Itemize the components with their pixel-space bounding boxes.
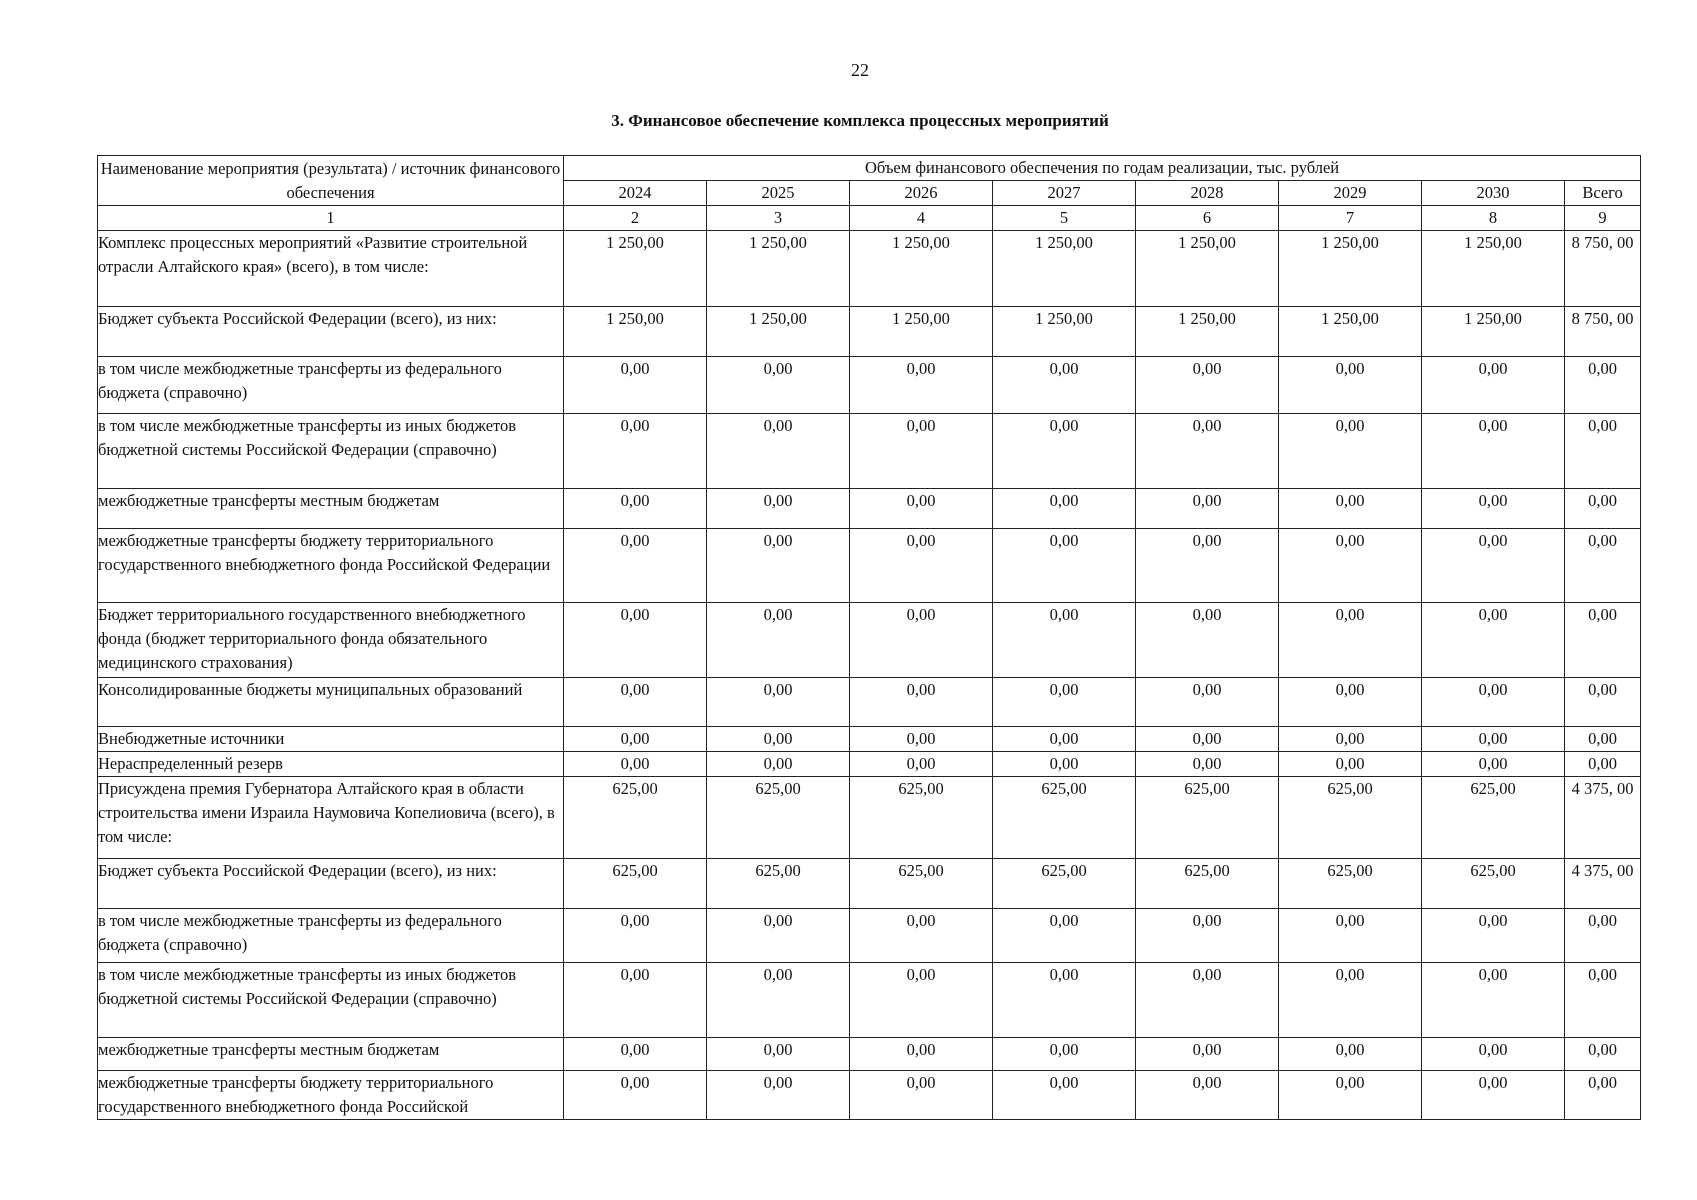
table-row (98, 777, 1641, 859)
year-value-cell: 625,00 (850, 859, 993, 909)
row-name: Бюджет территориального государственного внебюджетного фонда (бюджет территориального фонда обязательного медицинского страхования) (98, 603, 564, 678)
year-value-cell: 625,00 (1279, 777, 1422, 859)
total-value-cell: 0,00 (1565, 414, 1641, 489)
year-value-cell: 0,00 (1279, 357, 1422, 414)
year-value-cell: 0,00 (1136, 752, 1279, 777)
year-value-cell: 0,00 (1422, 727, 1565, 752)
row-name: Внебюджетные источники (98, 727, 564, 752)
row-name: в том числе межбюджетные трансферты из иных бюджетов бюджетной системы Российской Федерации (справочно) (98, 963, 564, 1038)
year-value-cell: 0,00 (1279, 1038, 1422, 1071)
row-name: Нераспределенный резерв (98, 752, 564, 777)
year-value-cell: 1 250,00 (564, 307, 707, 357)
table-row (98, 231, 1641, 307)
year-value-cell: 0,00 (1422, 357, 1565, 414)
total-value-cell: 0,00 (1565, 1038, 1641, 1071)
year-value-cell: 0,00 (707, 909, 850, 963)
year-value-cell: 0,00 (1279, 752, 1422, 777)
row-name: в том числе межбюджетные трансферты из федерального бюджета (справочно) (98, 909, 564, 963)
year-value-cell: 0,00 (1279, 909, 1422, 963)
year-value-cell: 625,00 (993, 859, 1136, 909)
year-value-cell: 0,00 (707, 489, 850, 529)
total-value-cell: 8 750, 00 (1565, 307, 1641, 357)
year-value-cell: 0,00 (1136, 1071, 1279, 1120)
year-header: 2029 (1279, 181, 1422, 206)
year-value-cell: 0,00 (707, 963, 850, 1038)
year-value-cell: 0,00 (564, 357, 707, 414)
year-value-cell: 0,00 (1279, 414, 1422, 489)
year-value-cell: 0,00 (564, 1038, 707, 1071)
year-value-cell: 625,00 (564, 777, 707, 859)
year-value-cell: 0,00 (1422, 678, 1565, 727)
year-value-cell: 0,00 (564, 489, 707, 529)
table-row (98, 859, 1641, 909)
year-value-cell: 0,00 (1422, 529, 1565, 603)
year-value-cell: 0,00 (1136, 603, 1279, 678)
year-value-cell: 0,00 (1136, 909, 1279, 963)
row-name: межбюджетные трансферты местным бюджетам (98, 1038, 564, 1071)
table-row (98, 414, 1641, 489)
year-value-cell: 0,00 (707, 357, 850, 414)
total-value-cell: 4 375, 00 (1565, 777, 1641, 859)
year-value-cell: 0,00 (993, 1038, 1136, 1071)
row-name: межбюджетные трансферты бюджету территориального государственного внебюджетного фонда Российской Федерации (98, 529, 564, 603)
column-number: 2 (564, 206, 707, 231)
year-value-cell: 0,00 (1422, 752, 1565, 777)
year-value-cell: 0,00 (564, 529, 707, 603)
year-value-cell: 0,00 (564, 752, 707, 777)
total-value-cell: 4 375, 00 (1565, 859, 1641, 909)
total-value-cell: 0,00 (1565, 489, 1641, 529)
table-row (98, 752, 1641, 777)
total-value-cell: 0,00 (1565, 603, 1641, 678)
year-value-cell: 0,00 (1422, 603, 1565, 678)
year-value-cell: 625,00 (1279, 859, 1422, 909)
year-value-cell: 0,00 (850, 678, 993, 727)
year-header: 2025 (707, 181, 850, 206)
year-value-cell: 0,00 (707, 1038, 850, 1071)
year-value-cell: 0,00 (1136, 529, 1279, 603)
total-header: Всего (1565, 181, 1641, 206)
year-value-cell: 1 250,00 (1136, 307, 1279, 357)
name-column-header: Наименование мероприятия (результата) / источник финансового обеспечения (98, 156, 564, 206)
table-row (98, 1038, 1641, 1071)
year-value-cell: 0,00 (707, 727, 850, 752)
year-value-cell: 1 250,00 (993, 231, 1136, 307)
year-header: 2028 (1136, 181, 1279, 206)
year-value-cell: 0,00 (1422, 1038, 1565, 1071)
year-value-cell: 0,00 (850, 1071, 993, 1120)
year-value-cell: 625,00 (1422, 777, 1565, 859)
row-name: Консолидированные бюджеты муниципальных образований (98, 678, 564, 727)
table-row (98, 909, 1641, 963)
year-value-cell: 0,00 (707, 414, 850, 489)
year-value-cell: 0,00 (850, 963, 993, 1038)
year-value-cell: 0,00 (993, 414, 1136, 489)
year-value-cell: 0,00 (993, 603, 1136, 678)
year-value-cell: 0,00 (1136, 678, 1279, 727)
year-value-cell: 625,00 (707, 777, 850, 859)
year-value-cell: 0,00 (564, 963, 707, 1038)
year-value-cell: 0,00 (1279, 603, 1422, 678)
table-row (98, 357, 1641, 414)
total-value-cell: 0,00 (1565, 909, 1641, 963)
total-value-cell: 0,00 (1565, 1071, 1641, 1120)
year-value-cell: 1 250,00 (1279, 231, 1422, 307)
year-value-cell: 0,00 (850, 357, 993, 414)
column-number: 8 (1422, 206, 1565, 231)
table-row (98, 1071, 1641, 1120)
year-value-cell: 0,00 (1136, 963, 1279, 1038)
year-value-cell: 0,00 (850, 414, 993, 489)
year-value-cell: 0,00 (1279, 1071, 1422, 1120)
year-value-cell: 0,00 (1422, 909, 1565, 963)
page-number: 22 (851, 60, 869, 80)
year-value-cell: 0,00 (1279, 529, 1422, 603)
year-value-cell: 0,00 (993, 963, 1136, 1038)
row-name: Присуждена премия Губернатора Алтайского края в области строительства имени Израила Наумовича Копелиовича (всего), в том числе: (98, 777, 564, 859)
year-value-cell: 625,00 (993, 777, 1136, 859)
year-value-cell: 0,00 (850, 727, 993, 752)
year-value-cell: 0,00 (993, 357, 1136, 414)
column-number: 4 (850, 206, 993, 231)
row-name: в том числе межбюджетные трансферты из иных бюджетов бюджетной системы Российской Федерации (справочно) (98, 414, 564, 489)
table-row (98, 529, 1641, 603)
year-value-cell: 0,00 (850, 909, 993, 963)
table-row (98, 963, 1641, 1038)
year-value-cell: 0,00 (850, 752, 993, 777)
year-value-cell: 1 250,00 (707, 231, 850, 307)
year-value-cell: 0,00 (1136, 727, 1279, 752)
row-name: в том числе межбюджетные трансферты из федерального бюджета (справочно) (98, 357, 564, 414)
total-value-cell: 8 750, 00 (1565, 231, 1641, 307)
year-value-cell: 625,00 (564, 859, 707, 909)
total-value-cell: 0,00 (1565, 752, 1641, 777)
year-header: 2027 (993, 181, 1136, 206)
year-value-cell: 0,00 (1279, 963, 1422, 1038)
year-value-cell: 0,00 (1136, 1038, 1279, 1071)
year-value-cell: 0,00 (1136, 489, 1279, 529)
year-value-cell: 0,00 (993, 1071, 1136, 1120)
table-row (98, 603, 1641, 678)
year-value-cell: 0,00 (1279, 489, 1422, 529)
year-value-cell: 0,00 (993, 529, 1136, 603)
year-value-cell: 0,00 (993, 489, 1136, 529)
column-number: 7 (1279, 206, 1422, 231)
year-value-cell: 1 250,00 (564, 231, 707, 307)
year-header: 2026 (850, 181, 993, 206)
year-value-cell: 1 250,00 (850, 231, 993, 307)
year-value-cell: 1 250,00 (850, 307, 993, 357)
column-number: 9 (1565, 206, 1641, 231)
total-value-cell: 0,00 (1565, 529, 1641, 603)
year-value-cell: 0,00 (707, 603, 850, 678)
year-value-cell: 0,00 (850, 603, 993, 678)
year-header: 2024 (564, 181, 707, 206)
table-row (98, 307, 1641, 357)
year-value-cell: 625,00 (850, 777, 993, 859)
total-value-cell: 0,00 (1565, 963, 1641, 1038)
row-name: межбюджетные трансферты бюджету территориального государственного внебюджетного фонда Российской (98, 1071, 564, 1120)
year-value-cell: 625,00 (1136, 859, 1279, 909)
table-row (98, 489, 1641, 529)
document-title: 3. Финансовое обеспечение комплекса процессных мероприятий (611, 111, 1109, 130)
total-value-cell: 0,00 (1565, 678, 1641, 727)
year-value-cell: 0,00 (1136, 414, 1279, 489)
row-name: Бюджет субъекта Российской Федерации (всего), из них: (98, 859, 564, 909)
year-value-cell: 1 250,00 (1422, 307, 1565, 357)
year-value-cell: 0,00 (850, 529, 993, 603)
table-row (98, 727, 1641, 752)
column-number: 5 (993, 206, 1136, 231)
year-value-cell: 1 250,00 (993, 307, 1136, 357)
year-value-cell: 1 250,00 (1422, 231, 1565, 307)
year-value-cell: 0,00 (1279, 727, 1422, 752)
volume-column-header: Объем финансового обеспечения по годам реализации, тыс. рублей (564, 156, 1641, 181)
year-value-cell: 0,00 (1136, 357, 1279, 414)
year-value-cell: 0,00 (1279, 678, 1422, 727)
year-value-cell: 0,00 (564, 1071, 707, 1120)
year-value-cell: 0,00 (564, 603, 707, 678)
year-value-cell: 0,00 (564, 909, 707, 963)
year-header: 2030 (1422, 181, 1565, 206)
year-value-cell: 0,00 (564, 678, 707, 727)
column-number: 3 (707, 206, 850, 231)
year-value-cell: 0,00 (1422, 414, 1565, 489)
year-value-cell: 0,00 (993, 678, 1136, 727)
year-value-cell: 1 250,00 (707, 307, 850, 357)
row-name: межбюджетные трансферты местным бюджетам (98, 489, 564, 529)
year-value-cell: 0,00 (1422, 963, 1565, 1038)
row-name: Комплекс процессных мероприятий «Развитие строительной отрасли Алтайского края» (всего), в том числе: (98, 231, 564, 307)
year-value-cell: 0,00 (707, 1071, 850, 1120)
total-value-cell: 0,00 (1565, 727, 1641, 752)
year-value-cell: 0,00 (850, 1038, 993, 1071)
year-value-cell: 625,00 (1422, 859, 1565, 909)
financing-table (97, 155, 1641, 1120)
year-value-cell: 0,00 (1422, 1071, 1565, 1120)
column-number: 6 (1136, 206, 1279, 231)
row-name: Бюджет субъекта Российской Федерации (всего), из них: (98, 307, 564, 357)
year-value-cell: 0,00 (850, 489, 993, 529)
year-value-cell: 0,00 (707, 678, 850, 727)
year-value-cell: 0,00 (993, 909, 1136, 963)
year-value-cell: 625,00 (1136, 777, 1279, 859)
column-number: 1 (98, 206, 564, 231)
year-value-cell: 0,00 (564, 414, 707, 489)
year-value-cell: 0,00 (993, 727, 1136, 752)
year-value-cell: 0,00 (707, 529, 850, 603)
table-row (98, 678, 1641, 727)
year-value-cell: 0,00 (1422, 489, 1565, 529)
year-value-cell: 625,00 (707, 859, 850, 909)
year-value-cell: 0,00 (993, 752, 1136, 777)
year-value-cell: 0,00 (707, 752, 850, 777)
total-value-cell: 0,00 (1565, 357, 1641, 414)
year-value-cell: 1 250,00 (1136, 231, 1279, 307)
year-value-cell: 0,00 (564, 727, 707, 752)
year-value-cell: 1 250,00 (1279, 307, 1422, 357)
